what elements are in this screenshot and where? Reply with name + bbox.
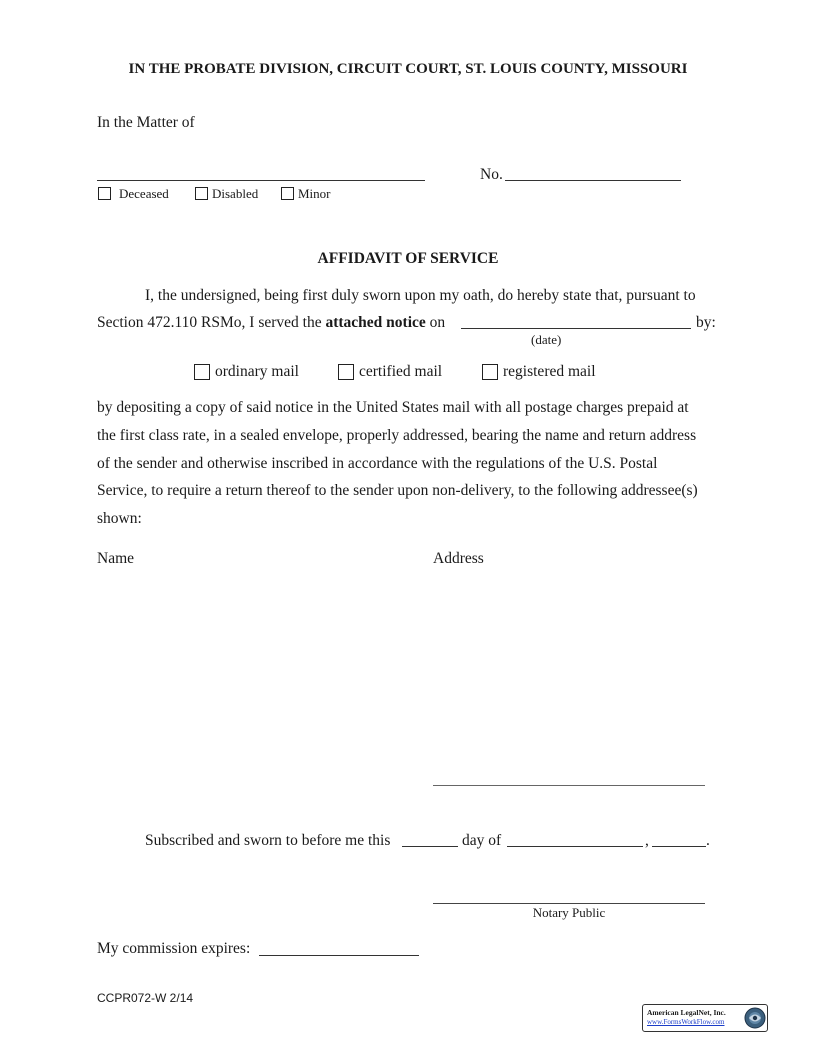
body-line: the first class rate, in a sealed envelope, properly addressed, bearing the name and return address [97, 426, 697, 444]
deceased-checkbox[interactable] [98, 187, 111, 200]
name-column-heading: Name [97, 550, 135, 567]
commission-expiry-field[interactable] [259, 955, 419, 956]
minor-checkbox[interactable] [281, 187, 294, 200]
sworn-comma: , [645, 832, 649, 849]
sworn-year-field[interactable] [652, 846, 706, 847]
by-label: by: [696, 314, 716, 331]
court-header: IN THE PROBATE DIVISION, CIRCUIT COURT, ST. LOUIS COUNTY, MISSOURI [128, 61, 688, 77]
case-number-field[interactable] [505, 180, 681, 181]
logo-company: American LegalNet, Inc. [647, 1008, 726, 1017]
body-paragraph [97, 394, 719, 533]
attached-notice-text: attached notice [325, 314, 426, 331]
body-line: shown: [97, 510, 142, 528]
ordinary-mail-checkbox[interactable] [194, 364, 210, 380]
disabled-checkbox[interactable] [195, 187, 208, 200]
logo-url-link[interactable]: www.FormsWorkFlow.com [647, 1018, 725, 1026]
registered-mail-checkbox[interactable] [482, 364, 498, 380]
commission-label: My commission expires: [97, 940, 251, 957]
case-no-label: No. [480, 166, 503, 183]
matter-name-field[interactable] [97, 180, 425, 181]
notary-caption: Notary Public [532, 905, 606, 920]
address-column-heading: Address [433, 550, 484, 567]
minor-label: Minor [298, 186, 331, 201]
sworn-prefix: Subscribed and sworn to before me this [145, 832, 391, 849]
affiant-signature-line[interactable] [433, 785, 705, 786]
sworn-month-field[interactable] [507, 846, 643, 847]
sworn-period: . [706, 832, 710, 849]
form-code: CCPR072-W 2/14 [97, 991, 194, 1005]
date-caption: (date) [531, 332, 562, 347]
deceased-label: Deceased [119, 186, 169, 201]
registered-mail-label: registered mail [503, 363, 596, 380]
body-line: of the sender and otherwise inscribed in accordance with the regulations of the U.S. Postal [97, 454, 658, 472]
notary-signature-line[interactable] [433, 903, 705, 904]
document-title: AFFIDAVIT OF SERVICE [317, 250, 499, 267]
certified-mail-checkbox[interactable] [338, 364, 354, 380]
globe-icon [744, 1007, 766, 1029]
disabled-label: Disabled [212, 186, 259, 201]
body-line: by depositing a copy of said notice in the United States mail with all postage charges prepaid at [97, 399, 689, 416]
body-line: Service, to require a return thereof to the sender upon non-delivery, to the following addressee(s) [97, 482, 698, 500]
intro-line-1: I, the undersigned, being first duly sworn upon my oath, do hereby state that, pursuant to [145, 287, 696, 304]
service-date-field[interactable] [461, 328, 691, 329]
ordinary-mail-label: ordinary mail [215, 363, 299, 380]
matter-label: In the Matter of [97, 114, 195, 131]
intro-line-2: Section 472.110 RSMo, I served the attached notice on [97, 314, 446, 331]
day-of-label: day of [462, 832, 502, 849]
sworn-day-field[interactable] [402, 846, 458, 847]
american-legalnet-logo[interactable] [642, 1004, 768, 1032]
certified-mail-label: certified mail [359, 363, 443, 380]
